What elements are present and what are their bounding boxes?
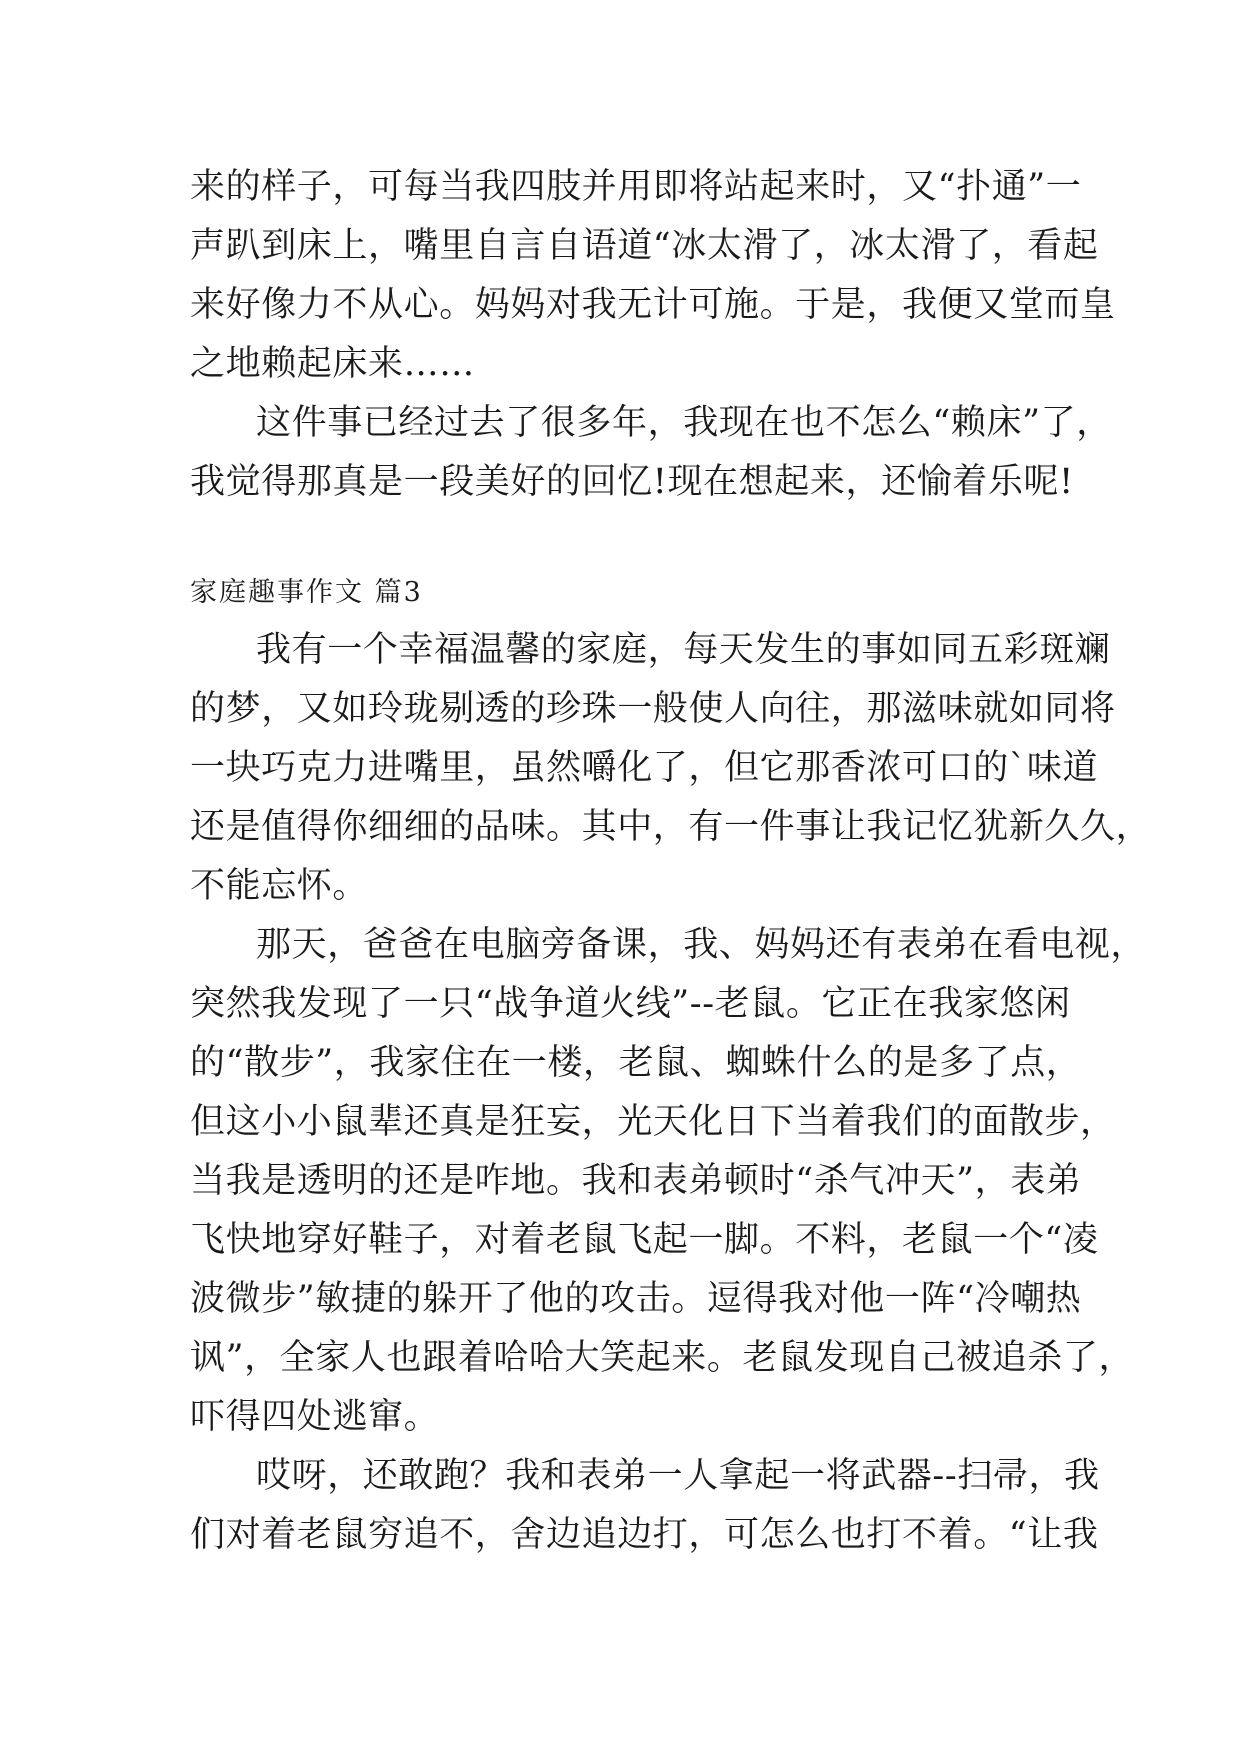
text-line: 吓得四处逃窜。 (190, 1397, 440, 1437)
text-line: 这件事已经过去了很多年，我现在也不怎么“赖床”了， (256, 403, 1112, 443)
text-line: 飞快地穿好鞋子，对着老鼠飞起一脚。不料，老鼠一个“凌 (190, 1220, 1099, 1260)
text-line: 讽”，全家人也跟着哈哈大笑起来。老鼠发现自己被追杀了， (190, 1338, 1135, 1378)
text-line: 之地赖起床来…… (190, 344, 475, 384)
text-line: 突然我发现了一只“战争道火线”--老鼠。它正在我家悠闲 (190, 984, 1071, 1024)
text-line: 的“散步”，我家住在一楼，老鼠、蜘蛛什么的是多了点， (190, 1043, 1082, 1083)
text-line: 波微步”敏捷的躲开了他的攻击。逗得我对他一阵“冷嘲热 (190, 1279, 1082, 1319)
text-line: 但这小小鼠辈还真是狂妄，光天化日下当着我们的面散步， (190, 1102, 1116, 1142)
text-line: 不能忘怀。 (190, 866, 369, 906)
text-line: 我觉得那真是一段美好的回忆!现在想起来，还愉着乐呢! (190, 462, 1074, 502)
text-line: 来的样子，可每当我四肢并用即将站起来时，又“扑通”一 (190, 167, 1082, 207)
text-line: 一块巧克力进嘴里，虽然嚼化了，但它那香浓可口的`味道 (190, 748, 1099, 788)
text-line: 的梦，又如玲珑剔透的珍珠一般使人向往，那滋味就如同将 (190, 689, 1116, 729)
text-line: 哎呀，还敢跑？我和表弟一人拿起一将武器--扫帚，我 (256, 1456, 1100, 1496)
text-line: 声趴到床上，嘴里自言自语道“冰太滑了，冰太滑了，看起 (190, 226, 1099, 266)
text-line: 还是值得你细细的品味。其中，有一件事让我记忆犹新久久， (190, 807, 1152, 847)
text-line: 当我是透明的还是咋地。我和表弟顿时“杀气冲天”，表弟 (190, 1161, 1082, 1201)
text-line: 来好像力不从心。妈妈对我无计可施。于是，我便又堂而皇 (190, 285, 1116, 325)
section-heading: 家庭趣事作文 篇3 (190, 577, 423, 608)
text-line: 我有一个幸福温馨的家庭，每天发生的事如同五彩斑斓 (256, 630, 1111, 670)
text-line: 那天，爸爸在电脑旁备课，我、妈妈还有表弟在看电视， (256, 925, 1147, 965)
text-line: 们对着老鼠穷追不，舍边追边打，可怎么也打不着。“让我 (190, 1515, 1099, 1555)
